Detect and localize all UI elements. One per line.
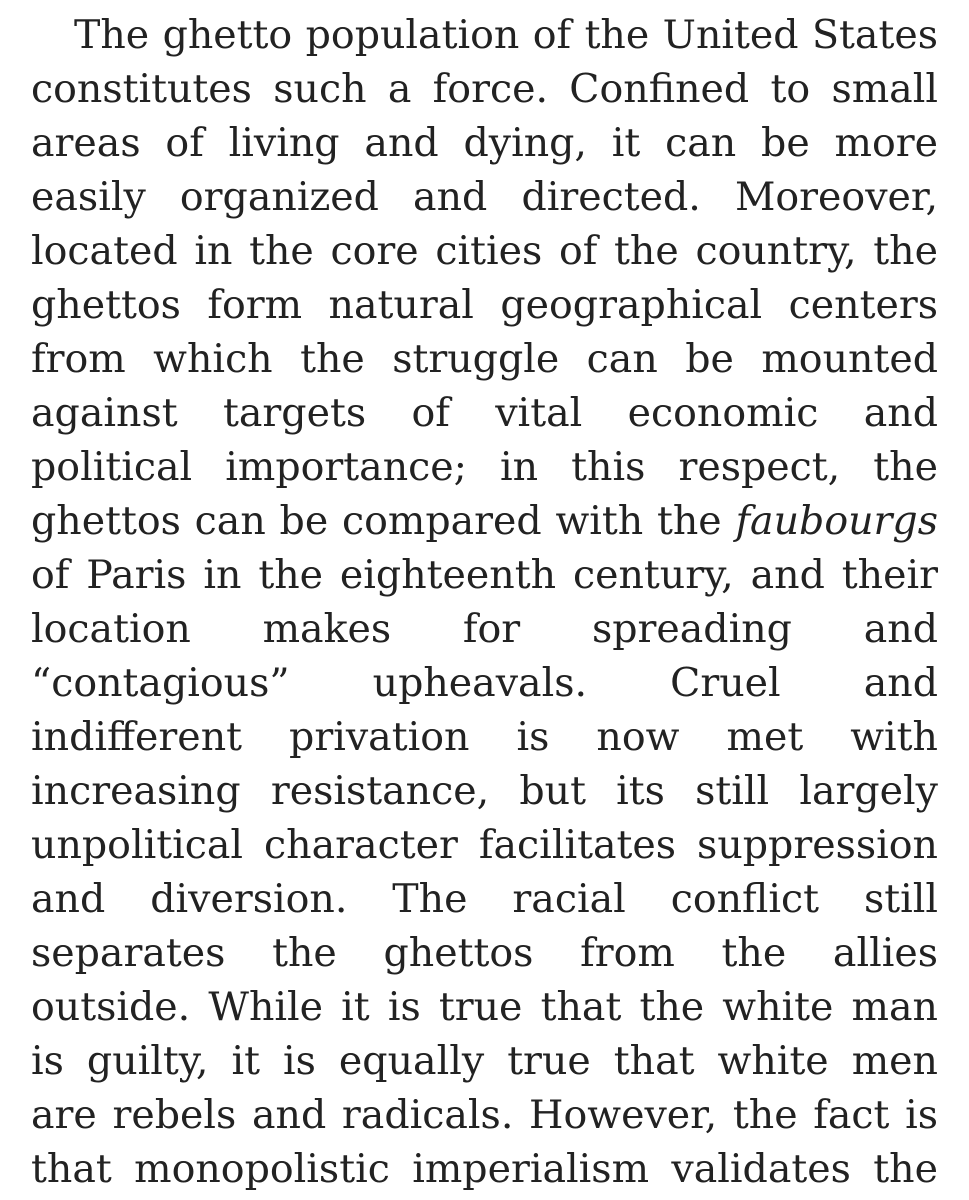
- text-line: outside. While it is true that the white man: [31, 984, 938, 1030]
- text-line: are rebels and radicals. However, the fact is: [31, 1092, 938, 1138]
- text-line: “contagious” upheavals. Cruel and: [31, 660, 938, 706]
- text-line: indifferent privation is now met with: [31, 714, 938, 760]
- text-line: ghettos form natural geographical centers: [31, 282, 938, 328]
- text-line: easily organized and directed. Moreover,: [31, 174, 938, 220]
- text-line: of Paris in the eighteenth century, and their: [31, 552, 938, 598]
- text-line: location makes for spreading and: [31, 606, 938, 652]
- text-run: ghettos can be compared with the: [31, 498, 736, 544]
- text-line: separates the ghettos from the allies: [31, 930, 938, 976]
- text-line: constitutes such a force. Confined to small: [31, 66, 938, 112]
- text-line: The ghetto population of the United States: [74, 12, 938, 58]
- book-page: [31, 8, 938, 1196]
- text-line: increasing resistance, but its still largely: [31, 768, 938, 814]
- text-line: located in the core cities of the country, the: [31, 228, 938, 274]
- text-line: areas of living and dying, it can be more: [31, 120, 938, 166]
- text-line: is guilty, it is equally true that white men: [31, 1038, 938, 1084]
- text-line: unpolitical character facilitates suppression: [31, 822, 938, 868]
- text-line: against targets of vital economic and: [31, 390, 938, 436]
- text-line: and diversion. The racial conflict still: [31, 876, 938, 922]
- text-line-with-italic: [31, 494, 938, 548]
- text-line: political importance; in this respect, the: [31, 444, 938, 490]
- text-line: from which the struggle can be mounted: [31, 336, 938, 382]
- italic-term: faubourgs: [735, 498, 938, 544]
- text-line: that monopolistic imperialism validates the: [31, 1146, 938, 1192]
